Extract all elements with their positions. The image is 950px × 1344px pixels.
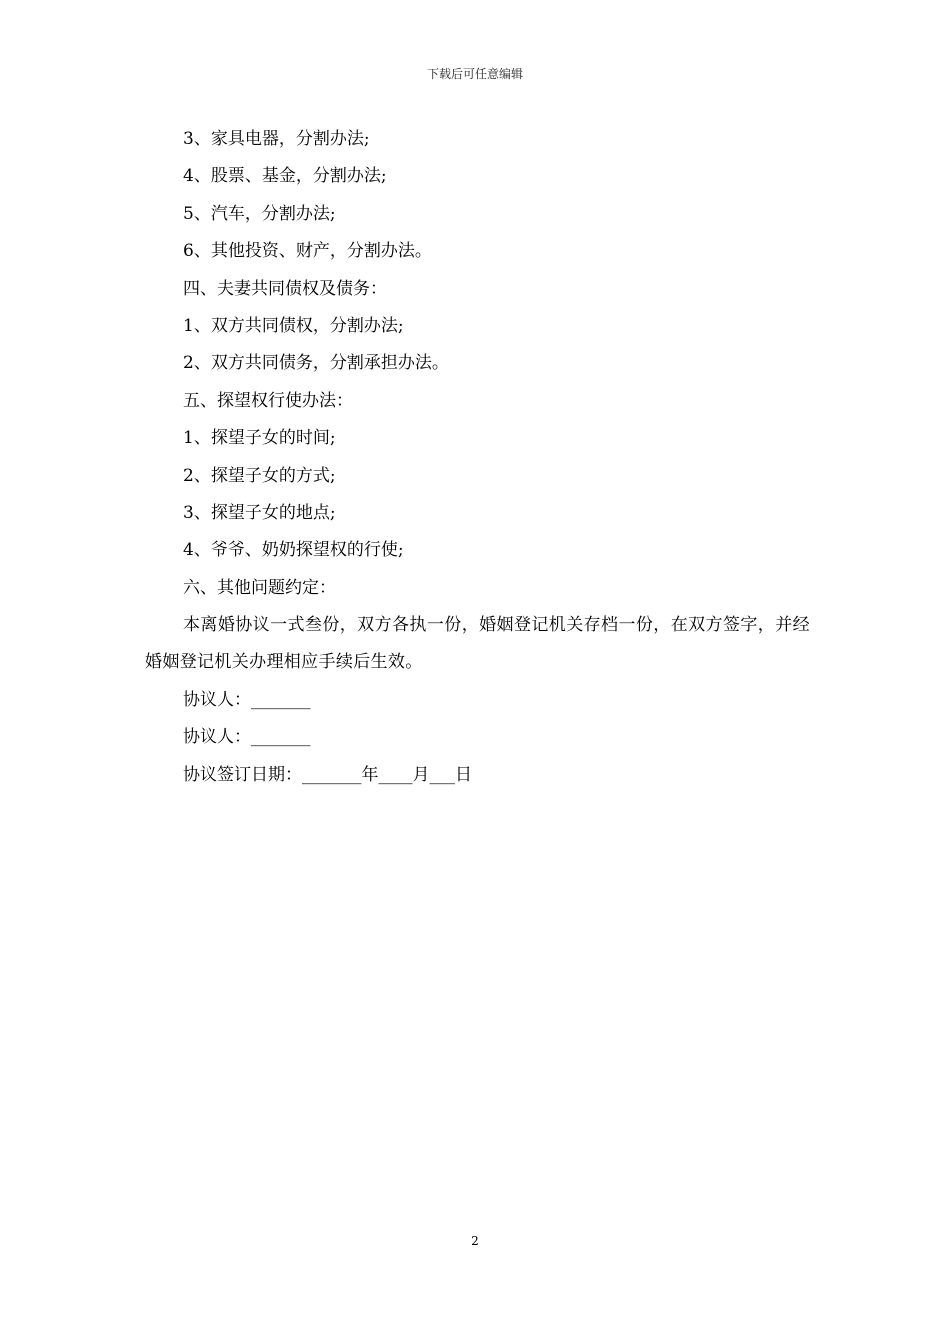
page-number: 2 — [471, 1234, 479, 1248]
page-header: 下载后可任意编辑 — [426, 67, 523, 81]
list-item-stocks-funds: 4、股票、基金，分割办法; — [183, 166, 387, 187]
list-item-furniture-appliances: 3、家具电器，分割办法; — [183, 129, 370, 149]
list-item-joint-debt: 2、双方共同债务，分割承担办法。 — [183, 353, 449, 374]
list-item-car: 5、汽车，分割办法; — [183, 203, 336, 224]
signing-date-line: 协议签订日期：_______年____月___日 — [183, 764, 472, 785]
section-heading-debts: 四、夫妻共同债权及债务： — [183, 278, 387, 299]
section-heading-visitation: 五、探望权行使办法： — [183, 390, 353, 411]
agreement-effect-paragraph: 本离婚协议一式叁份，双方各执一份，婚姻登记机关存档一份，在双方签字，并经婚姻登记机关办理相应手续后生效。 — [145, 615, 810, 673]
list-item-visit-method: 2、探望子女的方式; — [183, 465, 336, 486]
signature-line-party-1: 协议人：_______ — [183, 689, 311, 710]
signature-line-party-2: 协议人：_______ — [183, 727, 311, 748]
list-item-grandparents-visitation: 4、爷爷、奶奶探望权的行使; — [183, 540, 404, 561]
list-item-visit-location: 3、探望子女的地点; — [183, 502, 336, 523]
section-heading-other-matters: 六、其他问题约定： — [183, 577, 336, 598]
list-item-other-investments: 6、其他投资、财产，分割办法。 — [183, 241, 432, 262]
list-item-visit-time: 1、探望子女的时间; — [183, 428, 336, 449]
document-body — [145, 121, 810, 794]
list-item-joint-credit: 1、双方共同债权，分割办法; — [183, 315, 404, 336]
